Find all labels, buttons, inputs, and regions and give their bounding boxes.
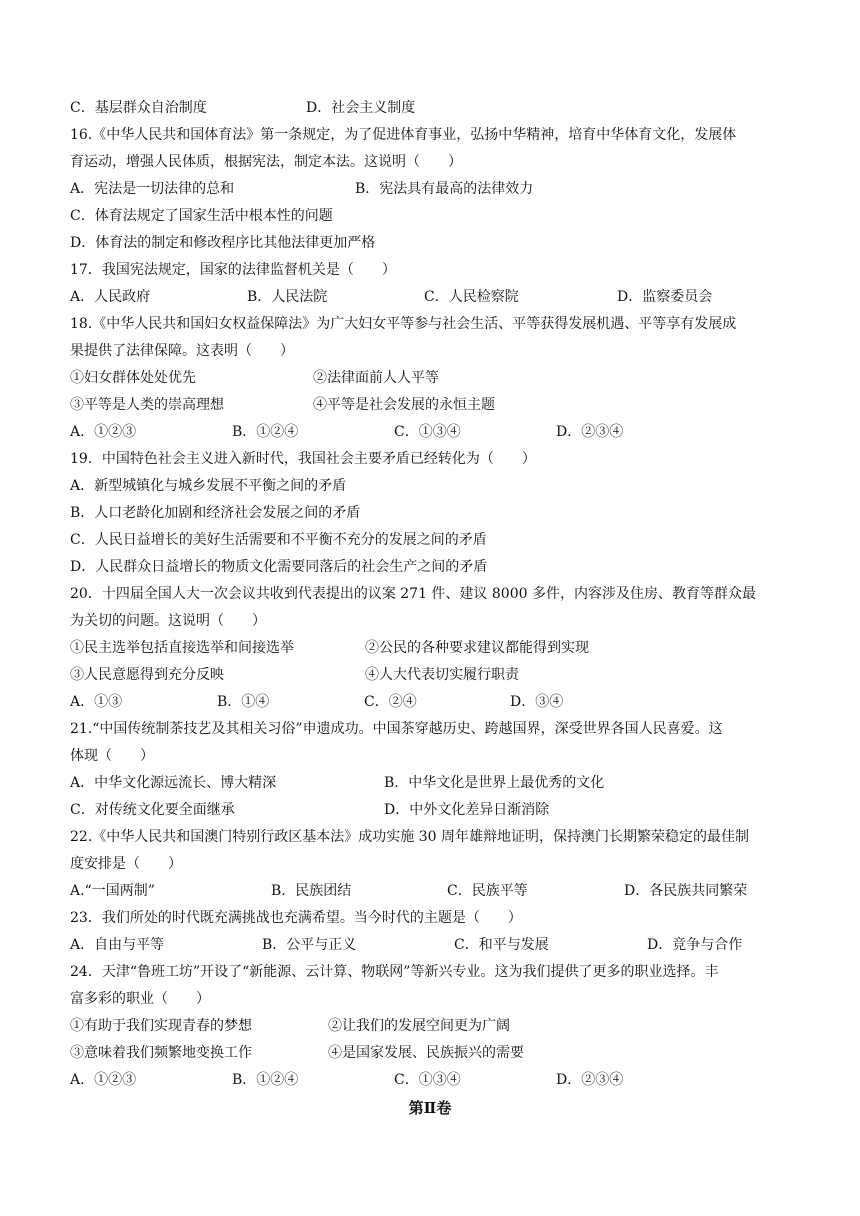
q21-option-d: D．中外文化差异日渐消除 xyxy=(384,802,550,818)
q24-option-b: B．①②④ xyxy=(232,1072,299,1088)
q20-option-d: D．③④ xyxy=(510,694,564,710)
q21-option-a: A．中华文化源远流长、博大精深 xyxy=(70,775,277,791)
q21-option-b: B．中华文化是世界上最优秀的文化 xyxy=(384,775,605,791)
q18-item-4: ④平等是社会发展的永恒主题 xyxy=(313,397,495,413)
q24-option-d: D．②③④ xyxy=(556,1072,624,1088)
q19-option-a: A．新型城镇化与城乡发展不平衡之间的矛盾 xyxy=(70,478,347,494)
q22-option-b: B．民族团结 xyxy=(271,883,352,899)
q21-stem-line-2: 体现（ ） xyxy=(70,748,154,764)
q17-stem: 17．我国宪法规定，国家的法律监督机关是（ ） xyxy=(70,262,396,278)
q16-option-d: D．体育法的制定和修改程序比其他法律更加严格 xyxy=(70,235,376,251)
q16-option-a: A．宪法是一切法律的总和 xyxy=(70,181,235,197)
q22-option-d: D．各民族共同繁荣 xyxy=(624,883,748,899)
q18-option-c: C．①③④ xyxy=(394,424,461,440)
q20-item-2: ②公民的各种要求建议都能得到实现 xyxy=(365,640,589,656)
q24-item-4: ④是国家发展、民族振兴的需要 xyxy=(328,1045,524,1061)
q20-option-a: A．①③ xyxy=(70,694,123,710)
q18-option-a: A．①②③ xyxy=(70,424,137,440)
q20-stem-line-1: 20．十四届全国人大一次会议共收到代表提出的议案 271 件、建议 8000 多件，内容涉及住房、教育等群众最 xyxy=(70,586,756,602)
q16-option-b: B．宪法具有最高的法律效力 xyxy=(355,181,534,197)
q16-option-c: C．体育法规定了国家生活中根本性的问题 xyxy=(70,208,333,224)
q20-item-4: ④人大代表切实履行职责 xyxy=(365,667,519,683)
q18-option-b: B．①②④ xyxy=(232,424,299,440)
q23-option-b: B．公平与正义 xyxy=(262,937,357,953)
q18-stem-line-2: 果提供了法律保障。这表明（ ） xyxy=(70,343,294,359)
q20-option-b: B．①④ xyxy=(217,694,270,710)
q17-option-b: B．人民法院 xyxy=(247,289,328,305)
q20-stem-line-2: 为关切的问题。这说明（ ） xyxy=(70,613,266,629)
q18-item-2: ②法律面前人人平等 xyxy=(313,370,439,386)
q22-stem-line-1: 22.《中华人民共和国澳门特别行政区基本法》成功实施 30 周年雄辩地证明，保持澳门长期繁荣稳定的最佳制 xyxy=(70,829,749,845)
q24-stem-line-2: 富多彩的职业（ ） xyxy=(70,991,210,1007)
q24-option-a: A．①②③ xyxy=(70,1072,137,1088)
q23-stem: 23．我们所处的时代既充满挑战也充满希望。当今时代的主题是（ ） xyxy=(70,910,522,926)
q19-option-d: D．人民群众日益增长的物质文化需要同落后的社会生产之间的矛盾 xyxy=(70,559,488,575)
q23-option-c: C．和平与发展 xyxy=(454,937,549,953)
q17-option-c: C．人民检察院 xyxy=(424,289,519,305)
q22-stem-line-2: 度安排是（ ） xyxy=(70,856,182,872)
q15-option-c: C．基层群众自治制度 xyxy=(70,100,207,116)
q15-option-d: D．社会主义制度 xyxy=(306,100,416,116)
section-title: 第Ⅱ卷 xyxy=(408,1099,452,1117)
q20-item-1: ①民主选举包括直接选举和间接选举 xyxy=(70,640,294,656)
q22-option-a: A.“一国两制” xyxy=(70,883,155,899)
q19-stem: 19．中国特色社会主义进入新时代，我国社会主要矛盾已经转化为（ ） xyxy=(70,451,536,467)
q18-item-3: ③平等是人类的崇高理想 xyxy=(70,397,224,413)
q18-option-d: D．②③④ xyxy=(556,424,624,440)
q23-option-d: D．竞争与合作 xyxy=(647,937,743,953)
q24-item-1: ①有助于我们实现青春的梦想 xyxy=(70,1018,252,1034)
q21-stem-line-1: 21.“中国传统制茶技艺及其相关习俗”申遗成功。中国茶穿越历史、跨越国界，深受世界各国人民喜爱。这 xyxy=(70,721,723,737)
q20-option-c: C．②④ xyxy=(364,694,417,710)
q16-stem-line-1: 16.《中华人民共和国体育法》第一条规定，为了促进体育事业，弘扬中华精神，培育中华体育文化，发展体 xyxy=(70,127,737,143)
q24-item-2: ②让我们的发展空间更为广阔 xyxy=(328,1018,510,1034)
q19-option-c: C．人民日益增长的美好生活需要和不平衡不充分的发展之间的矛盾 xyxy=(70,532,487,548)
q21-option-c: C．对传统文化要全面继承 xyxy=(70,802,235,818)
q24-item-3: ③意味着我们频繁地变换工作 xyxy=(70,1045,252,1061)
q24-option-c: C．①③④ xyxy=(394,1072,461,1088)
q19-option-b: B．人口老龄化加剧和经济社会发展之间的矛盾 xyxy=(70,505,361,521)
q18-stem-line-1: 18.《中华人民共和国妇女权益保障法》为广大妇女平等参与社会生活、平等获得发展机遇、平等享有发展成 xyxy=(70,316,737,332)
q17-option-d: D．监察委员会 xyxy=(617,289,713,305)
q20-item-3: ③人民意愿得到充分反映 xyxy=(70,667,224,683)
q23-option-a: A．自由与平等 xyxy=(70,937,165,953)
q22-option-c: C．民族平等 xyxy=(447,883,528,899)
q24-stem-line-1: 24．天津“鲁班工坊”开设了“新能源、云计算、物联网”等新兴专业。这为我们提供了更多的职业选择。丰 xyxy=(70,964,719,980)
q16-stem-line-2: 育运动，增强人民体质，根据宪法，制定本法。这说明（ ） xyxy=(70,154,462,170)
q17-option-a: A．人民政府 xyxy=(70,289,151,305)
q18-item-1: ①妇女群体处处优先 xyxy=(70,370,196,386)
